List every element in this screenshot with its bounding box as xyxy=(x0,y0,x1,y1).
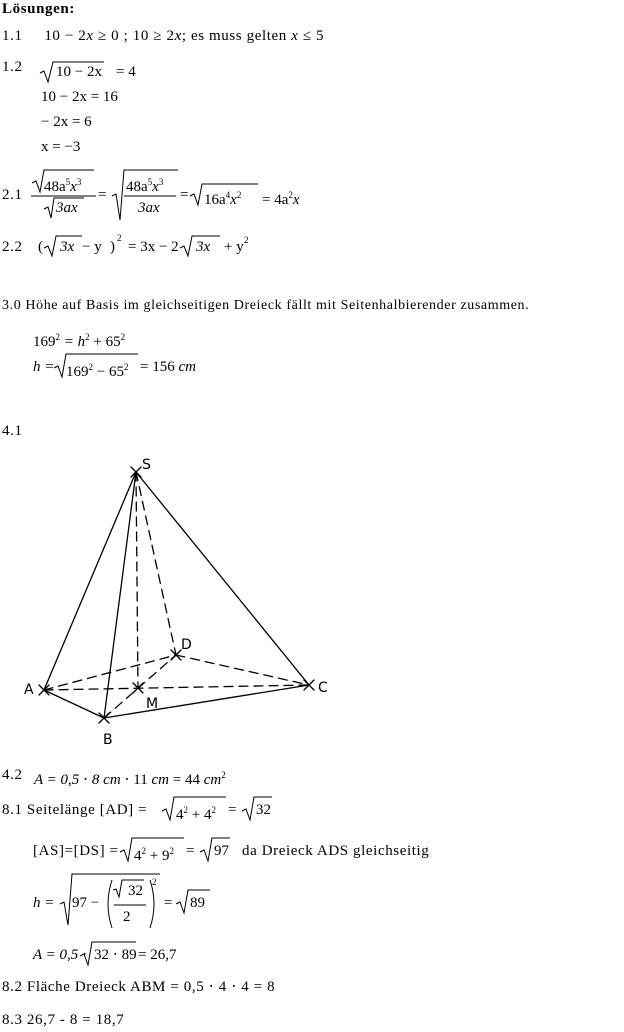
exponent: 4 xyxy=(225,190,231,200)
fraction-denominator: 3ax xyxy=(138,200,160,216)
exponent: 2 xyxy=(85,332,90,342)
exponent: 5 xyxy=(65,177,71,187)
sqrt-sign xyxy=(44,236,82,256)
var: x xyxy=(86,28,94,44)
expr: = 4 xyxy=(116,64,136,80)
note-text: da Dreieck ADS gleichseitig xyxy=(242,843,430,859)
exponent: 2 xyxy=(244,235,249,245)
equation-line: − 2x = 6 xyxy=(41,114,92,130)
sqrt-sign xyxy=(80,942,136,965)
expr: ⋅ 11 xyxy=(120,772,152,788)
expr: 16a xyxy=(204,192,226,208)
expr: 10 − 2 xyxy=(44,28,87,44)
label-D: D xyxy=(181,637,192,653)
expr: = 156 xyxy=(140,359,179,375)
task-8-3: 8.3 26,7 - 8 = 18,7 xyxy=(2,1012,125,1028)
task-number: 2.1 xyxy=(2,187,23,203)
expr: 48a xyxy=(44,179,66,195)
label-C: C xyxy=(318,680,328,696)
exponent: 2 xyxy=(88,362,93,372)
expr: h = xyxy=(33,359,55,375)
expr: = 3x − 2 xyxy=(128,239,179,255)
radicand: 3x xyxy=(60,239,75,255)
unit: cm xyxy=(151,772,169,788)
exponent: 2 xyxy=(152,877,157,887)
radicand: 10 − 2x xyxy=(56,64,102,80)
exponent: 2 xyxy=(211,805,216,815)
task-8-2: 8.2 Fläche Dreieck ABM = 0,5 ⋅ 4 ⋅ 4 = 8 xyxy=(2,979,276,995)
expr: + y xyxy=(224,239,244,255)
sqrt-sign xyxy=(120,838,184,861)
expr: = xyxy=(164,895,173,911)
expr: + 65 xyxy=(89,334,121,350)
sqrt-sign xyxy=(60,874,160,925)
sqrt-sign xyxy=(176,890,210,913)
var: x xyxy=(292,192,300,208)
unit: cm xyxy=(178,359,196,375)
expr: + 4 xyxy=(188,807,212,823)
sqrt-sign xyxy=(162,797,226,820)
expr: + 9 xyxy=(146,848,170,864)
expr: = 4a xyxy=(262,192,289,208)
equation-line: 10 − 2x = 16 xyxy=(41,89,118,105)
sqrt-sign xyxy=(113,880,144,897)
expr: A = 0,5 ⋅ 8 xyxy=(34,772,104,788)
expr: 97 − xyxy=(72,895,100,911)
sqrt-sign xyxy=(190,184,258,205)
exponent: 2 xyxy=(169,846,174,856)
expr: A = 0,5 ⋅ xyxy=(33,947,88,963)
exponent: 2 xyxy=(120,332,126,342)
var: x xyxy=(230,192,237,208)
label-A: A xyxy=(24,682,34,698)
expr: = 26,7 xyxy=(138,947,177,963)
fraction-numerator: 32 xyxy=(128,883,143,899)
expr: ( xyxy=(38,239,43,255)
label-S: S xyxy=(142,457,151,473)
var: x xyxy=(174,28,182,44)
task-number: 4.2 xyxy=(2,767,23,783)
expr: − 65 xyxy=(93,364,124,380)
expr: 169 xyxy=(66,364,89,380)
task-number: 1.2 xyxy=(2,59,23,75)
expr: 48a xyxy=(126,179,148,195)
unit: cm xyxy=(103,772,121,788)
expr: = xyxy=(186,843,195,859)
expr: ≤ 5 xyxy=(298,28,325,44)
var: x xyxy=(291,28,299,44)
expr: = 44 xyxy=(168,772,204,788)
right-paren xyxy=(150,880,154,928)
expr: − y xyxy=(82,239,102,255)
expr: = xyxy=(180,187,189,203)
sqrt-sign xyxy=(180,236,220,256)
expr: = h xyxy=(60,334,86,350)
exponent: 2 xyxy=(236,190,242,200)
expr: = xyxy=(98,187,107,203)
fraction-denominator: 2 xyxy=(123,909,131,925)
unit: cm xyxy=(203,772,222,788)
expr: 4 xyxy=(134,848,142,864)
sqrt-sign xyxy=(112,170,178,220)
exponent: 2 xyxy=(288,190,293,200)
sqrt-sign xyxy=(44,198,84,218)
label-M: M xyxy=(146,696,159,712)
exponent: 5 xyxy=(147,177,153,187)
var: x xyxy=(152,179,159,195)
expr: ) xyxy=(110,239,115,255)
radicand: 3x xyxy=(196,239,211,255)
sqrt-sign xyxy=(32,170,94,192)
radicand: 32 xyxy=(256,802,271,818)
radicand: 32 ⋅ 89 xyxy=(94,947,137,963)
task-3-0-text: 3.0 Höhe auf Basis im gleichseitigen Dreieck fällt mit Seitenhalbierender zusammen. xyxy=(2,298,530,313)
sqrt-sign xyxy=(40,62,104,82)
task-number: 2.2 xyxy=(2,239,23,255)
expr: ; es muss gelten xyxy=(181,28,292,44)
equation-line: x = −3 xyxy=(41,139,81,155)
task-number: 1.1 xyxy=(2,28,23,44)
var: x xyxy=(70,179,77,195)
sqrt-sign xyxy=(242,797,272,820)
radicand: 97 xyxy=(214,843,229,859)
exponent: 2 xyxy=(55,332,60,342)
task-number: 4.1 xyxy=(2,423,23,439)
exponent: 3 xyxy=(76,177,82,187)
expr: 4 xyxy=(176,807,184,823)
label-B: B xyxy=(103,732,113,748)
side-length-label: 8.1 Seitelänge [AD] = xyxy=(2,802,148,818)
expr: 169 xyxy=(33,334,56,350)
sqrt-sign xyxy=(200,838,230,861)
expr: h = xyxy=(33,895,55,911)
left-paren xyxy=(108,880,112,928)
expr: ≥ 0 ; 10 ≥ 2 xyxy=(93,28,175,44)
exponent: 2 xyxy=(221,770,226,780)
exponent: 2 xyxy=(183,805,188,815)
exponent: 2 xyxy=(117,233,122,243)
page-title: Lösungen: xyxy=(2,1,75,17)
exponent: 2 xyxy=(141,846,146,856)
side-length-label: [AS]=[DS] = xyxy=(33,843,119,859)
radicand: 89 xyxy=(190,895,205,911)
exponent: 3 xyxy=(158,177,164,187)
sqrt-sign xyxy=(54,354,138,377)
exponent: 2 xyxy=(123,362,129,372)
expr: = xyxy=(228,802,237,818)
fraction-denominator: 3ax xyxy=(56,200,78,216)
